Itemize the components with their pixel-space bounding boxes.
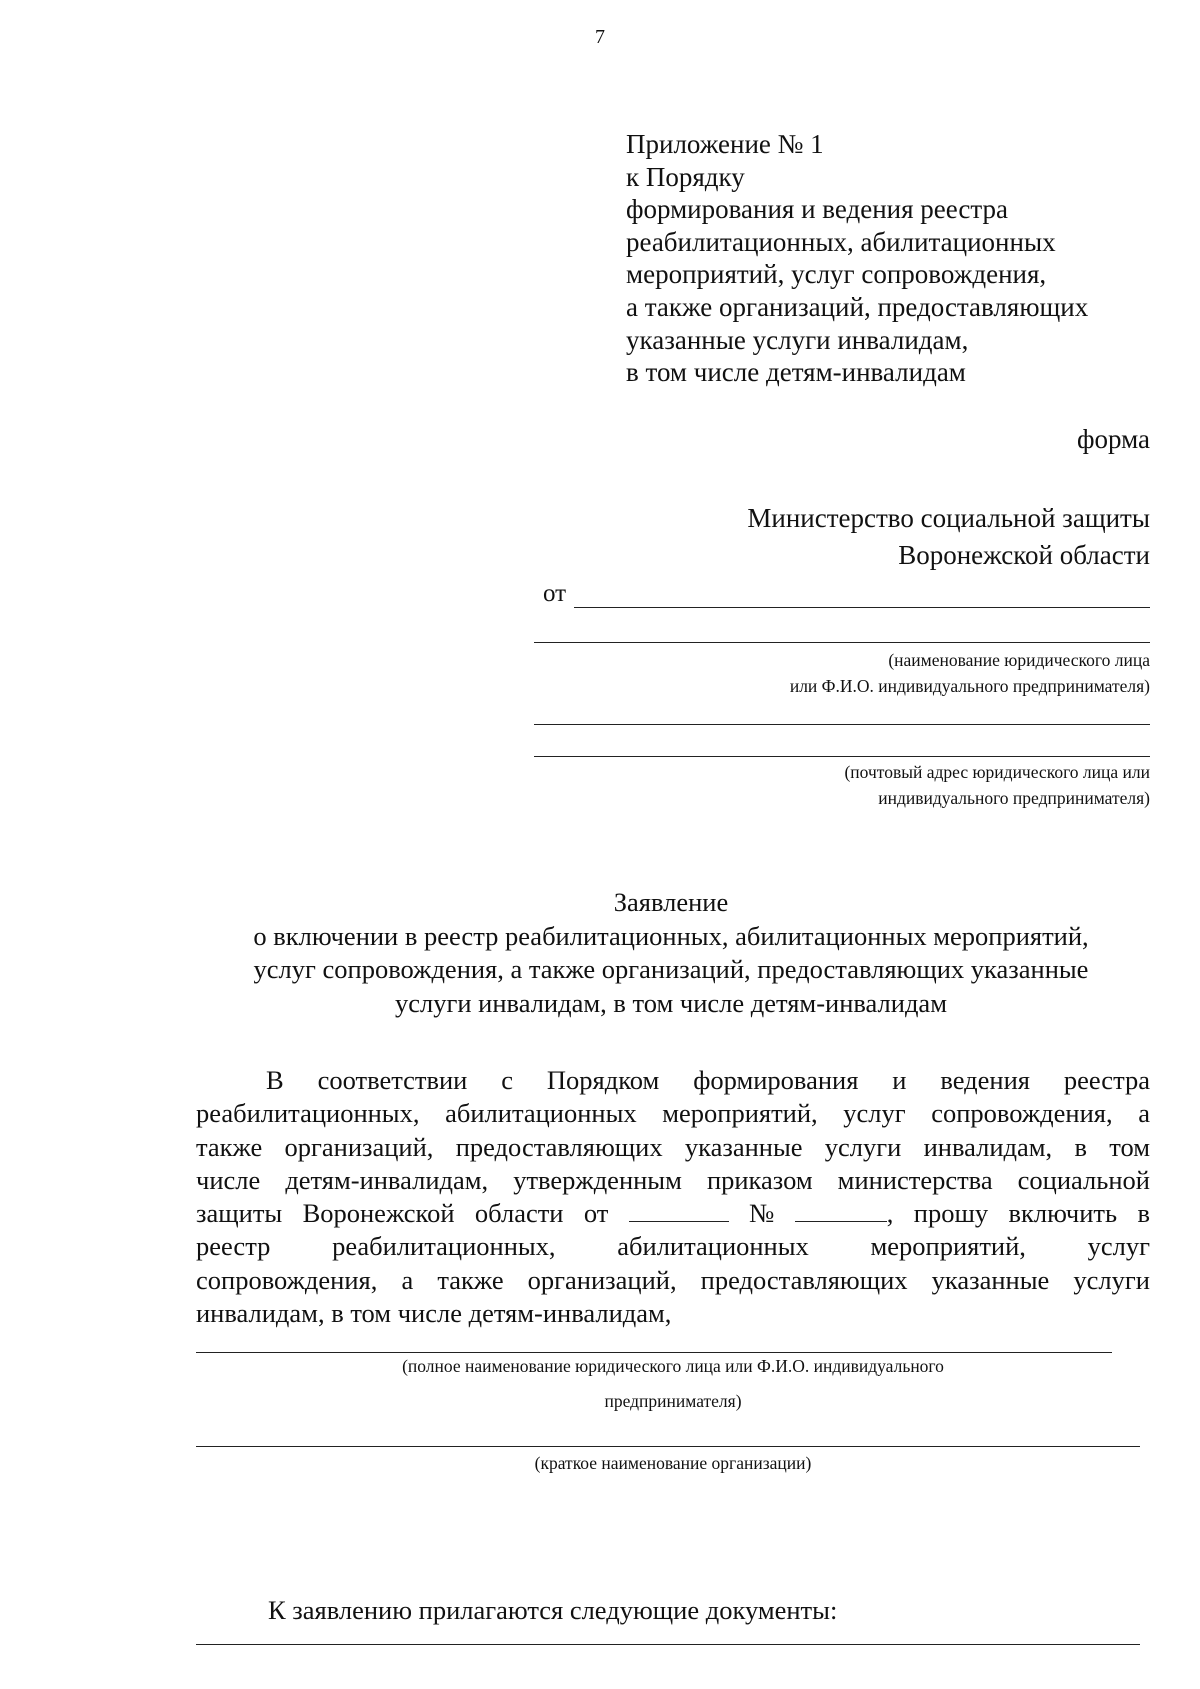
body-word: с [501,1065,514,1095]
appendix-line: мероприятий, услуг сопровождения, [626,259,1047,290]
body-paragraph [196,1064,1150,1330]
body-line [196,1264,1150,1297]
body-word: услуг [843,1098,906,1129]
appendix-line: Приложение № 1 [626,129,824,159]
body-line [196,1064,1150,1097]
body-word: услуги [824,1131,902,1162]
body-word: соответствии [317,1065,468,1095]
body-word: а [1138,1098,1150,1129]
body-word: включить [1008,1198,1118,1229]
body-line [196,1297,1150,1330]
body-word: а [401,1264,414,1295]
body-word: организаций, [527,1264,677,1295]
body-word: приказом [706,1164,813,1195]
body-word: услуг [1087,1231,1150,1262]
caption-line: (наименование юридического лица [888,650,1150,670]
addressee [747,500,1150,574]
appendix-line: к Порядку [626,161,745,192]
postal-address-field-2[interactable] [534,756,1150,757]
body-word: , [886,1198,894,1229]
appendix-line: реабилитационных, абилитационных [626,226,1056,257]
caption-line: или Ф.И.О. индивидуального предпринимателя) [789,676,1150,696]
body-line [196,1197,1150,1230]
title-heading: Заявление [613,887,729,917]
body-word: реестр [196,1231,271,1262]
body-word: также [196,1131,263,1162]
body-word: услуги [1073,1264,1150,1295]
body-word: реестра [1063,1065,1150,1095]
body-word: инвалидам, в том числе детям-инвалидам, [196,1298,672,1329]
body-word: Воронежской [302,1198,455,1229]
body-word: предоставляющих [455,1131,663,1162]
addressee-line-2: Воронежской области [898,540,1150,570]
page-number: 7 [595,26,605,48]
body-line [196,1097,1150,1130]
title-line: услуги инвалидам, в том числе детям-инвалидам [395,987,947,1018]
addressee-line-1: Министерство социальной защиты [747,503,1150,533]
body-word: абилитационных [617,1231,809,1262]
caption-line: индивидуального предпринимателя) [878,788,1150,808]
body-word: утвержденным [513,1164,682,1195]
body-word: том [1109,1131,1150,1162]
body-word: в [1137,1198,1150,1229]
form-label: форма [1077,424,1150,454]
body-word: числе [196,1164,261,1195]
body-line [196,1131,1150,1164]
body-word: прошу [913,1198,989,1229]
body-word: предоставляющих [700,1264,908,1295]
short-name-caption [196,1447,1150,1479]
body-word: и [892,1065,907,1095]
body-word: сопровождения, [196,1264,378,1295]
applicant-name-field-2[interactable] [534,642,1150,643]
caption-line: (краткое наименование организации) [534,1453,812,1473]
postal-address-caption [844,759,1150,811]
order-date-field[interactable] [629,1197,729,1222]
body-line [196,1230,1150,1263]
body-word: социальной [1017,1164,1150,1195]
body-word: Порядком [546,1065,660,1095]
body-word: № [749,1198,775,1229]
caption-line: предпринимателя) [604,1391,742,1411]
body-word: реабилитационных, [332,1231,556,1262]
body-word: министерства [837,1164,993,1195]
appendix-line: в том числе детям-инвалидам [626,357,966,388]
appendix-line: а также организаций, предоставляющих [626,291,1089,322]
postal-address-field[interactable] [534,724,1150,725]
caption-line: (почтовый адрес юридического лица или [844,762,1150,782]
body-word: защиты [196,1198,283,1229]
body-word: области [474,1198,564,1229]
appendix-line: указанные услуги инвалидам, [626,324,969,355]
body-word: от [583,1198,609,1229]
from-label: от [543,580,567,607]
attachments-label: К заявлению прилагаются следующие документы: [268,1595,838,1625]
body-word: сопровождения, [931,1098,1113,1129]
title-line: о включении в реестр реабилитационных, абилитационных мероприятий, [253,920,1089,951]
body-word: организаций, [284,1131,434,1162]
body-word: указанные [684,1131,803,1162]
title-line: услуг сопровождения, а также организаций, предоставляющих указанные [253,954,1089,984]
applicant-name-caption [790,647,1150,699]
body-word: в [1074,1131,1087,1162]
body-word: также [437,1264,504,1295]
body-line [196,1164,1150,1197]
full-name-caption [196,1349,1150,1419]
appendix-line: формирования и ведения реестра [626,194,1009,225]
appendix-header [626,128,1088,389]
attachments-field[interactable] [196,1644,1140,1645]
body-word: формирования [693,1065,859,1095]
order-number-field[interactable] [795,1197,887,1222]
document-title [0,886,1200,1020]
body-word: указанные [931,1264,1050,1295]
body-word: мероприятий, [662,1098,818,1129]
body-word: реабилитационных, [196,1098,420,1129]
body-word: детям-инвалидам, [285,1164,489,1195]
body-word: ведения [940,1065,1030,1095]
body-word: абилитационных [445,1098,637,1129]
body-word: В [266,1065,284,1095]
number-group [795,1197,894,1230]
applicant-name-field[interactable] [574,607,1150,608]
body-word: инвалидам, [923,1131,1053,1162]
caption-line: (полное наименование юридического лица или Ф.И.О. индивидуального [402,1356,944,1376]
body-word: мероприятий, [870,1231,1026,1262]
